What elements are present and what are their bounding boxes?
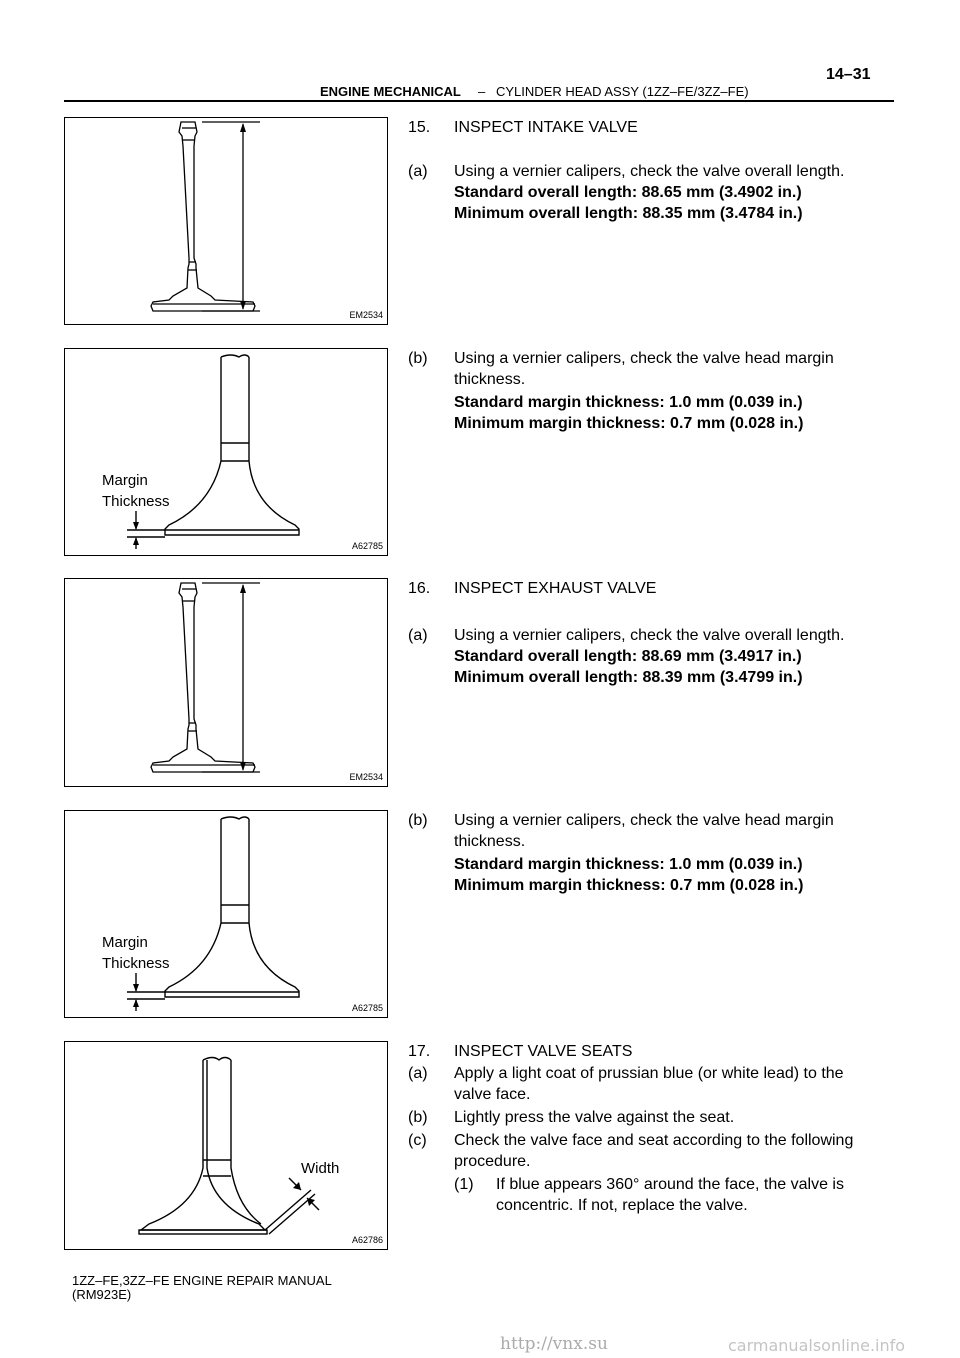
substep-label: (c) — [408, 1132, 427, 1149]
figure-id: A62785 — [351, 1003, 383, 1013]
spec-standard: Standard overall length: 88.65 mm (3.4902 in.) — [454, 184, 802, 201]
step-15b — [408, 348, 896, 448]
header-subsection: CYLINDER HEAD ASSY (1ZZ–FE/3ZZ–FE) — [496, 84, 749, 99]
step-17 — [408, 1041, 896, 1231]
substep-label: (b) — [408, 1109, 428, 1126]
step-title: INSPECT VALVE SEATS — [454, 1043, 633, 1060]
figure-exhaust-valve-length — [64, 578, 388, 787]
substep-text: Using a vernier calipers, check the valve head margin — [454, 350, 834, 367]
substep-text: Using a vernier calipers, check the valve overall length. — [454, 163, 845, 180]
substep-label: (a) — [408, 163, 428, 180]
spec-standard: Standard overall length: 88.69 mm (3.4917 in.) — [454, 648, 802, 665]
spec-minimum: Minimum overall length: 88.39 mm (3.4799 in.) — [454, 669, 803, 686]
page-footer — [72, 1274, 332, 1302]
substep-text-cont: procedure. — [454, 1153, 531, 1170]
substep-text: Using a vernier calipers, check the valve head margin — [454, 812, 834, 829]
figure-id: A62786 — [351, 1235, 383, 1245]
step-16 — [408, 578, 896, 698]
step-15 — [408, 117, 896, 237]
figure-id: EM2534 — [349, 772, 383, 782]
item-label: (1) — [454, 1176, 474, 1193]
valve-length-diagram — [65, 579, 389, 788]
substep-label: (a) — [408, 627, 428, 644]
figure-valve-seat-width — [64, 1041, 388, 1250]
margin-label: Margin Thickness — [102, 934, 170, 972]
figure-intake-valve-margin — [64, 348, 388, 556]
step-number: 16. — [408, 580, 431, 597]
substep-text: Using a vernier calipers, check the valve overall length. — [454, 627, 845, 644]
step-title: INSPECT INTAKE VALVE — [454, 119, 638, 136]
spec-minimum: Minimum overall length: 88.35 mm (3.4784 in.) — [454, 205, 803, 222]
spec-standard: Standard margin thickness: 1.0 mm (0.039 in.) — [454, 856, 803, 873]
substep-label: (a) — [408, 1065, 428, 1082]
step-16b — [408, 810, 896, 910]
spec-standard: Standard margin thickness: 1.0 mm (0.039 in.) — [454, 394, 803, 411]
page-header — [0, 0, 960, 104]
figure-id: A62785 — [351, 541, 383, 551]
step-number: 17. — [408, 1043, 431, 1060]
margin-label: Margin Thickness — [102, 472, 170, 510]
substep-text: Apply a light coat of prussian blue (or white lead) to the — [454, 1065, 844, 1082]
figure-exhaust-valve-margin — [64, 810, 388, 1018]
item-text: If blue appears 360° around the face, the valve is — [496, 1176, 844, 1193]
valve-margin-diagram — [65, 811, 389, 1019]
valve-margin-diagram — [65, 349, 389, 557]
valve-length-diagram — [65, 118, 389, 326]
width-label: Width — [301, 1160, 340, 1177]
header-rule — [64, 100, 894, 102]
watermark-right[interactable]: carmanualsonline.info — [728, 1336, 906, 1355]
substep-text: Check the valve face and seat according to the following — [454, 1132, 854, 1149]
substep-label: (b) — [408, 812, 428, 829]
valve-width-diagram — [65, 1042, 389, 1251]
figure-id: EM2534 — [349, 310, 383, 320]
step-number: 15. — [408, 119, 431, 136]
footer-manual-title: 1ZZ–FE,3ZZ–FE ENGINE REPAIR MANUAL — [72, 1273, 332, 1288]
figure-intake-valve-length — [64, 117, 388, 325]
substep-text: Lightly press the valve against the seat. — [454, 1109, 735, 1126]
watermark-left[interactable]: http://vnx.su — [500, 1334, 608, 1354]
substep-label: (b) — [408, 350, 428, 367]
step-title: INSPECT EXHAUST VALVE — [454, 580, 657, 597]
spec-minimum: Minimum margin thickness: 0.7 mm (0.028 in.) — [454, 877, 804, 894]
item-text-cont: concentric. If not, replace the valve. — [496, 1197, 748, 1214]
header-separator: – — [478, 84, 486, 99]
header-section: ENGINE MECHANICAL — [320, 84, 461, 99]
page-number: 14–31 — [826, 66, 871, 83]
substep-text-cont: thickness. — [454, 833, 526, 850]
substep-text-cont: thickness. — [454, 371, 526, 388]
substep-text-cont: valve face. — [454, 1086, 531, 1103]
spec-minimum: Minimum margin thickness: 0.7 mm (0.028 in.) — [454, 415, 804, 432]
footer-manual-code: (RM923E) — [72, 1287, 132, 1302]
